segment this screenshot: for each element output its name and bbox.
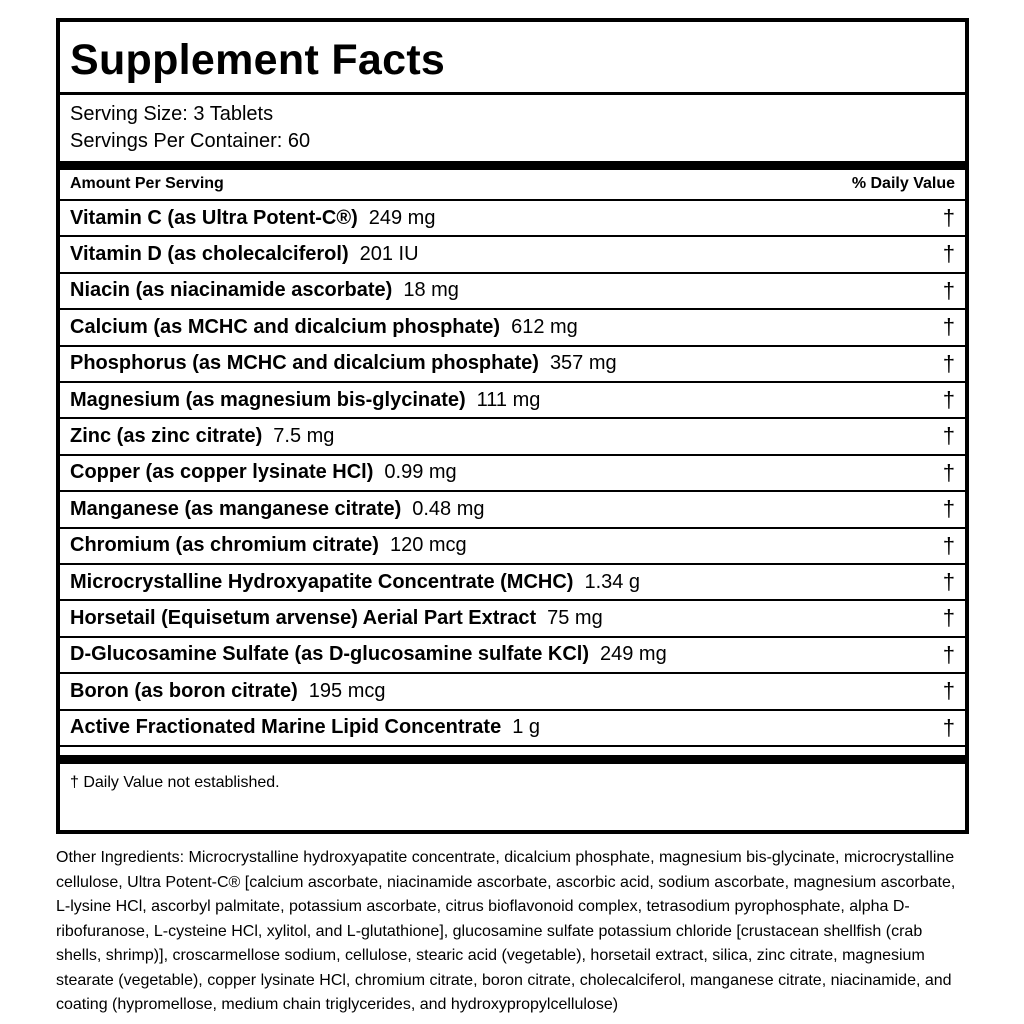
table-row [70, 711, 959, 745]
nutrient-name: Vitamin C (as Ultra Potent-C®) [70, 206, 358, 229]
daily-value-dagger: † [942, 605, 955, 631]
table-row [70, 638, 959, 672]
table-row [70, 201, 959, 235]
nutrient-amount: 7.5 mg [273, 424, 335, 447]
table-row [70, 237, 959, 271]
table-row [70, 565, 959, 599]
table-row [70, 383, 959, 417]
nutrient-name: Boron (as boron citrate) [70, 679, 298, 702]
daily-value-dagger: † [942, 496, 955, 522]
nutrient-name: Horsetail (Equisetum arvense) Aerial Part Extract [70, 606, 537, 629]
row-divider [60, 745, 965, 747]
serving-size: Serving Size: 3 Tablets [70, 103, 274, 125]
nutrient-amount: 195 mcg [308, 679, 386, 702]
title-divider [60, 92, 965, 95]
daily-value-dagger: † [942, 714, 955, 740]
nutrient-amount: 612 mg [511, 315, 578, 338]
table-row [70, 419, 959, 453]
daily-value-dagger: † [942, 205, 955, 230]
nutrient-name: Vitamin D (as cholecalciferol) [70, 242, 349, 265]
daily-value-dagger: † [942, 459, 955, 485]
nutrient-name: Calcium (as MCHC and dicalcium phosphate) [70, 315, 501, 338]
daily-value-dagger: † [942, 532, 955, 558]
daily-value-dagger: † [942, 678, 955, 704]
nutrient-name: Magnesium (as magnesium bis-glycinate) [70, 388, 466, 411]
table-row [70, 274, 959, 308]
nutrient-name: Chromium (as chromium citrate) [70, 534, 379, 557]
nutrient-name: Active Fractionated Marine Lipid Concentrate [70, 716, 502, 739]
panel-title: Supplement Facts [70, 36, 446, 84]
daily-value-dagger: † [942, 277, 955, 303]
nutrient-amount: 120 mcg [389, 534, 467, 557]
nutrient-name: Microcrystalline Hydroxyapatite Concentrate (MCHC) [70, 570, 574, 593]
nutrient-name: D-Glucosamine Sulfate (as D-glucosamine sulfate KCl) [70, 643, 589, 666]
servings-per-container: Servings Per Container: 60 [70, 130, 311, 152]
bottom-divider [60, 755, 965, 764]
daily-value-dagger: † [942, 314, 955, 340]
nutrient-amount: 357 mg [549, 352, 617, 375]
daily-value-dagger: † [942, 423, 955, 449]
nutrient-amount: 18 mg [403, 279, 459, 302]
table-row [70, 601, 959, 635]
daily-value-footnote: † Daily Value not established. [70, 774, 280, 791]
nutrient-amount: 201 IU [359, 242, 419, 265]
table-row [70, 310, 959, 344]
nutrient-amount: 1 g [512, 716, 541, 739]
table-row [70, 492, 959, 526]
nutrient-name: Copper (as copper lysinate HCl) [70, 461, 374, 484]
other-ingredients: Other Ingredients: Microcrystalline hydroxyapatite concentrate, dicalcium phosphate, magnesium bis-glycinate, microcrystalline cellulose, Ultra Potent-C® [calcium ascorbate, niacinamide ascorbate, ascorbic acid, sodium ascorbate, magnesium ascorbate, L-lysine HCl, ascorbyl palmitate, potassium ascorbate, citrus bioflavonoid complex, tetrasodium pyrophosphate, alpha D-ribofuranose, L-cysteine HCl, xylitol, and L-glutathione], glucosamine sulfate potassium chloride [crustacean shellfish (crab shells, shrimp)], croscarmellose sodium, cellulose, stearic acid (vegetable), horsetail extract, silica, zinc citrate, magnesium stearate (vegetable), copper lysinate HCl, chromium citrate, boron citrate, cholecalciferol, manganese citrate, niacinamide, and coating (hypromellose, medium chain triglycerides, and hydroxypropylcellulose) [56, 849, 956, 1013]
table-row [70, 529, 959, 563]
table-row [70, 456, 959, 490]
daily-value-dagger: † [942, 387, 955, 412]
nutrient-amount: 111 mg [476, 388, 541, 411]
nutrient-amount: 249 mg [600, 643, 667, 666]
nutrient-amount: 0.99 mg [384, 461, 457, 484]
amount-per-serving-label: Amount Per Serving [70, 175, 224, 192]
table-row [70, 347, 959, 381]
daily-value-dagger: † [942, 641, 955, 667]
nutrient-name: Zinc (as zinc citrate) [70, 424, 263, 447]
serving-divider [60, 161, 965, 170]
nutrient-amount: 0.48 mg [412, 497, 485, 520]
daily-value-dagger: † [942, 569, 955, 594]
nutrient-name: Manganese (as manganese citrate) [70, 497, 402, 520]
nutrient-amount: 1.34 g [584, 570, 641, 593]
nutrient-amount: 249 mg [368, 206, 436, 229]
daily-value-dagger: † [942, 241, 955, 267]
nutrient-name: Phosphorus (as MCHC and dicalcium phosphate) [70, 352, 539, 375]
nutrient-amount: 75 mg [547, 606, 603, 629]
nutrient-name: Niacin (as niacinamide ascorbate) [70, 279, 393, 302]
table-row [70, 674, 959, 708]
daily-value-label: % Daily Value [851, 175, 955, 192]
table-header [70, 175, 955, 193]
supplement-facts-panel [56, 18, 969, 834]
daily-value-dagger: † [942, 350, 955, 376]
